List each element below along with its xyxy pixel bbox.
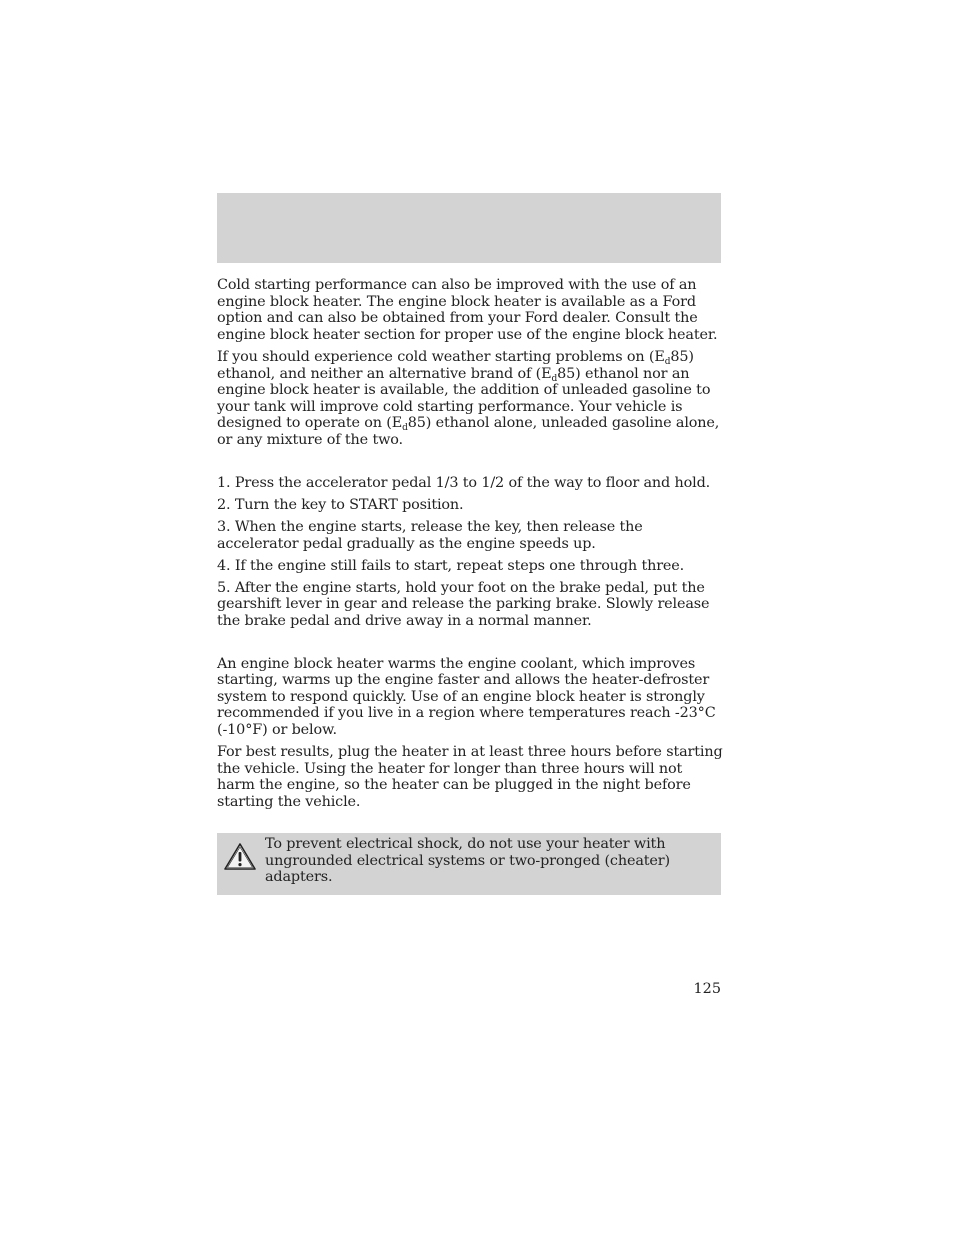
paragraph-heater-best-results: For best results, plug the heater in at least three hours before starting the vehicle. Using the heater for longer than three hours will not harm the engine, so the heater can be plugged in the night before starting the vehicle. xyxy=(217,744,723,810)
step-1: 1. Press the accelerator pedal 1/3 to 1/2 of the way to floor and hold. xyxy=(217,474,711,491)
paragraph-ethanol-cold-start xyxy=(217,349,723,449)
step-2: 2. Turn the key to START position. xyxy=(217,496,464,513)
warning-triangle-icon xyxy=(223,842,257,872)
step-4: 4. If the engine still fails to start, repeat steps one through three. xyxy=(217,557,685,574)
page-content xyxy=(217,277,723,816)
ethanol-text-part4: 85) ethanol alone, unleaded gasoline alone, or any mixture of the two. xyxy=(217,415,720,448)
ethanol-subscript-1: d xyxy=(664,356,671,367)
ethanol-text-part1: If you should experience cold weather starting problems on (E xyxy=(217,348,665,365)
page-number: 125 xyxy=(693,981,721,997)
section-header-band xyxy=(217,193,721,263)
ethanol-text-part2: 85) ethanol, and neither an alternative brand of (E xyxy=(217,348,694,382)
ethanol-text-part3: 85) ethanol nor an engine block heater is available, the addition of unleaded gasoline to your tank will improve cold starting performance. Your vehicle is designed to operate on (E xyxy=(217,365,711,432)
warning-text: To prevent electrical shock, do not use your heater with ungrounded electrical systems or two-pronged (cheater) adapters. xyxy=(265,836,670,886)
paragraph-block-heater-intro: Cold starting performance can also be improved with the use of an engine block heater. The engine block heater is available as a Ford option and can also be obtained from your Ford dealer. Consult the engine block heater section for proper use of the engine block heater. xyxy=(217,277,718,343)
ethanol-subscript-3: d xyxy=(402,423,408,434)
step-3: 3. When the engine starts, release the key, then release the accelerator pedal gradually as the engine speeds up. xyxy=(217,518,643,552)
ethanol-subscript-2: d xyxy=(551,373,558,384)
warning-box xyxy=(217,833,721,895)
paragraph-heater-benefits: An engine block heater warms the engine coolant, which improves starting, warms up the engine faster and allows the heater-defroster system to respond quickly. Use of an engine block heater is strongly recommended if you live in a region where temperatures reach -23°C (-10°F) or below. xyxy=(217,655,716,739)
step-5: 5. After the engine starts, hold your foot on the brake pedal, put the gearshift lever in gear and release the parking brake. Slowly release the brake pedal and drive away in a normal manner. xyxy=(217,579,710,630)
